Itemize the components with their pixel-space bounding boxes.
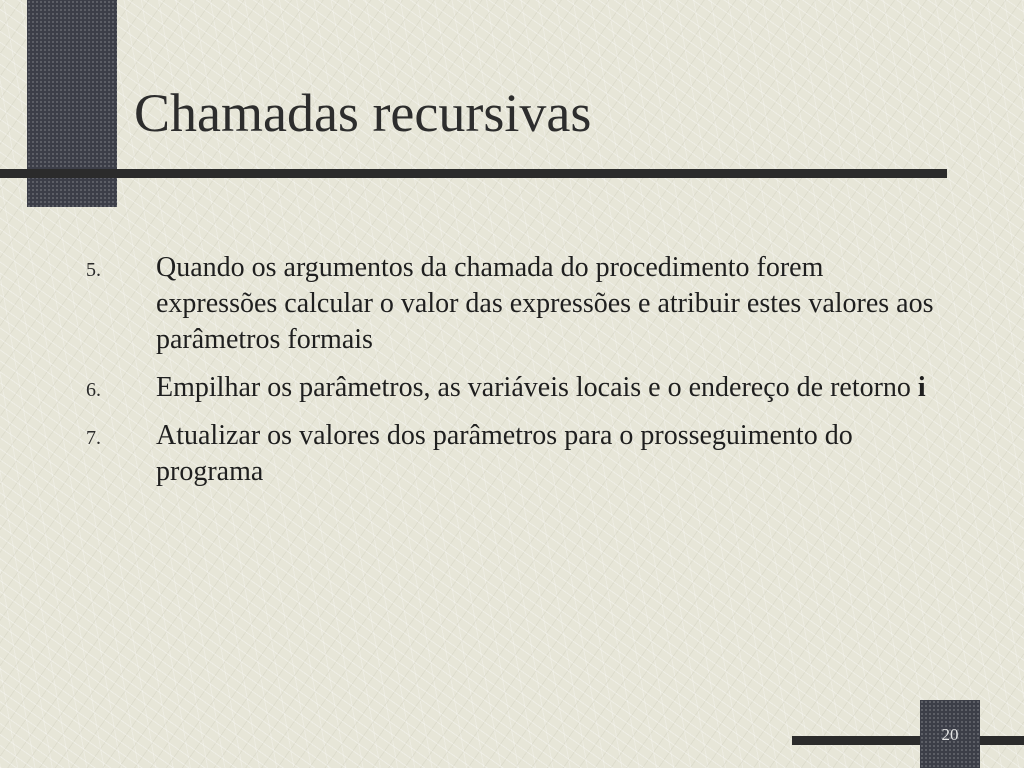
list-item-text: Atualizar os valores dos parâmetros para o prosseguimento do programa (156, 420, 853, 487)
list-item-number: 6. (86, 379, 101, 401)
list-item (0, 418, 1024, 490)
title-divider (0, 169, 947, 178)
list-item-text: Empilhar os parâmetros, as variáveis locais e o endereço de retorno (156, 372, 918, 403)
numbered-list (0, 250, 1024, 502)
list-item-text-container (156, 370, 946, 406)
footer-divider (792, 736, 1024, 745)
slide-title: Chamadas recursivas (134, 83, 592, 143)
list-item-bold-text: i (917, 372, 926, 403)
list-item-number: 7. (86, 427, 101, 449)
list-item (0, 250, 1024, 358)
list-item-text: Quando os argumentos da chamada do procedimento forem expressões calcular o valor das expressões e atribuir estes valores aos parâmetros formais (156, 252, 934, 355)
page-number: 20 (941, 725, 959, 744)
list-item (0, 370, 1024, 406)
list-item-number: 5. (86, 259, 101, 281)
